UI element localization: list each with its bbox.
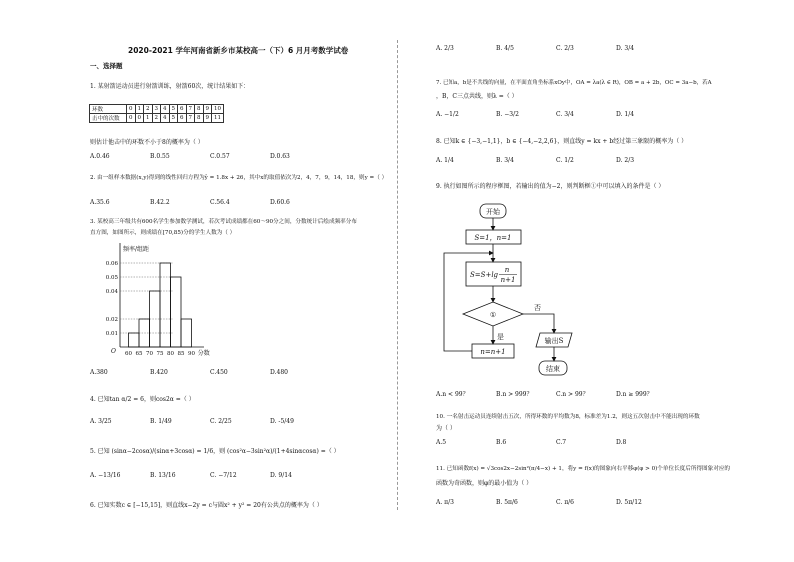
q2-text: 2. 由一组样本数据(x,y)得到的线性回归方程为ŷ = 1.8x + 26，其中x的取值依次为2，4，7，9，14，18，则y =（ ） — [90, 175, 388, 181]
table-cell: 5 — [169, 114, 178, 123]
flow-calc-label: S=S+lg — [470, 271, 499, 279]
q9-option-d: D.n ≥ 999？ — [616, 391, 653, 398]
origin-label: O — [111, 348, 116, 355]
q2-option-c: C.56.4 — [210, 199, 230, 206]
flow-calc-denominator: n+1 — [500, 276, 516, 284]
q2-option-b: B.42.2 — [150, 199, 170, 206]
table-cell: 3 — [152, 105, 161, 114]
y-tick-label: 0.06 — [105, 261, 118, 267]
flow-start-label: 开始 — [486, 208, 500, 216]
q5-option-a: A. −13/16 — [90, 472, 121, 479]
q11-text-line2: 函数为奇函数，则φ的最小值为（ ） — [436, 480, 533, 487]
flowchart — [436, 200, 596, 382]
q7-option-c: C. 3/4 — [556, 111, 574, 118]
q1-option-c: C.0.57 — [210, 153, 230, 160]
q7-option-b: B. −3/2 — [496, 111, 519, 118]
histogram-bar — [181, 319, 192, 347]
table-row — [90, 114, 224, 123]
table-row-header: 环数 — [90, 105, 127, 114]
table-cell: 9 — [203, 105, 212, 114]
q10-option-d: D.8 — [616, 439, 627, 446]
table-cell: 8 — [195, 114, 204, 123]
q5-option-c: C. −7/12 — [210, 472, 237, 479]
x-axis-label: 分数 — [197, 350, 210, 357]
table-cell: 4 — [161, 105, 170, 114]
exam-title: 2020-2021 学年河南省新乡市某校高一（下）6 月月考数学试卷 — [128, 46, 349, 55]
table-cell: 7 — [186, 114, 195, 123]
q10-option-a: A.5 — [436, 439, 447, 446]
flow-no-label: 否 — [534, 304, 541, 312]
q3-option-b: B.420 — [150, 369, 168, 376]
q1-option-d: D.0.63 — [270, 153, 290, 160]
q7-option-d: D. 1/4 — [616, 111, 635, 118]
q1-note: 则估计他击中的环数不小于8的概率为（ ） — [90, 139, 204, 146]
table-cell: 10 — [212, 105, 224, 114]
flow-end-label: 结束 — [546, 365, 560, 373]
flow-increment-label: n=n+1 — [480, 348, 506, 356]
table-cell: 2 — [144, 105, 153, 114]
q2-option-d: D.60.6 — [270, 199, 290, 206]
q2-option-a: A.35.6 — [90, 199, 110, 206]
x-tick-label: 75 — [156, 351, 164, 357]
table-cell: 6 — [178, 105, 187, 114]
table-cell: 0 — [135, 114, 144, 123]
q11-option-a: A. π/3 — [436, 499, 454, 506]
table-cell: 4 — [161, 114, 170, 123]
q3-text-line2: 直方图，如图所示，则成绩在[70,85)分的学生人数为（ ） — [90, 230, 236, 236]
table-cell: 1 — [135, 105, 144, 114]
q6-option-b: B. 4/5 — [496, 45, 514, 52]
q7-text-line1: 7. 已知a，b是不共线的向量，在平面直角坐标系xOy中，OA = λa(λ ∈ R)，OB = a + 2b，OC = 3a−b，若A — [436, 80, 712, 86]
q4-text: 4. 已知tan α/2 = 6，则cos2α =（ ） — [90, 396, 195, 403]
histogram-chart — [96, 243, 226, 363]
q11-option-c: C. π/6 — [556, 499, 574, 506]
q8-option-d: D. 2/3 — [616, 157, 635, 164]
table-cell: 11 — [212, 114, 224, 123]
table-cell: 9 — [203, 114, 212, 123]
q4-option-a: A. 3/25 — [90, 418, 112, 425]
q8-option-c: C. 1/2 — [556, 157, 574, 164]
x-tick-label: 90 — [188, 351, 195, 357]
q1-option-b: B.0.55 — [150, 153, 170, 160]
q3-option-c: C.450 — [210, 369, 228, 376]
q10-option-b: B.6 — [496, 439, 507, 446]
table-cell: 5 — [169, 105, 178, 114]
q7-text-line2: ，B，C三点共线，则λ =（ ） — [436, 93, 518, 100]
x-tick-label: 65 — [135, 351, 143, 357]
q6-option-c: C. 2/3 — [556, 45, 574, 52]
q8-option-b: B. 3/4 — [496, 157, 514, 164]
x-tick-label: 80 — [167, 351, 174, 357]
q6-text: 6. 已知实数c ∈ [−15,15]，则直线x−2y = c与圆x² + y² = 20有公共点的概率为（ ） — [90, 502, 323, 509]
q9-option-c: C.n > 99？ — [556, 391, 589, 398]
flow-init-label: S=1，n=1 — [474, 234, 512, 242]
q9-option-a: A.n < 99？ — [436, 391, 469, 398]
flow-output-label: 输出S — [544, 337, 564, 345]
q10-text-line2: 为（ ） — [436, 425, 456, 432]
table-cell: 0 — [127, 105, 136, 114]
q6-option-d: D. 3/4 — [616, 45, 635, 52]
q4-option-b: B. 1/49 — [150, 418, 172, 425]
table-row — [90, 105, 224, 114]
column-divider — [397, 40, 398, 510]
table-row-header: 击中的次数 — [90, 114, 127, 123]
q11-option-d: D. 5π/12 — [616, 499, 642, 506]
table-cell: 8 — [195, 105, 204, 114]
y-tick-label: 0.05 — [105, 275, 118, 281]
q10-text-line1: 10. 一名射击运动员连续射击五次，所得环数的平均数为8，标准差为1.2，则这五次射击中不能出现的环数 — [436, 414, 700, 420]
q5-option-b: B. 13/16 — [150, 472, 176, 479]
q4-option-c: C. 2/25 — [210, 418, 232, 425]
q8-text: 8. 已知k ∈ {−3,−1,1}，b ∈ {−4,−2,2,6}，则直线y = kx + b经过第三象限的概率为（ ） — [436, 138, 688, 145]
q3-option-d: D.480 — [270, 369, 288, 376]
q1-table — [89, 104, 224, 123]
q1-text: 1. 某射箭运动员进行射箭训练，射箭60次，统计结果如下： — [90, 83, 250, 90]
table-cell: 0 — [127, 114, 136, 123]
q9-option-b: B.n > 999？ — [496, 391, 533, 398]
table-cell: 2 — [152, 114, 161, 123]
q5-option-d: D. 9/14 — [270, 472, 292, 479]
x-tick-label: 85 — [177, 351, 185, 357]
q7-option-a: A. −1/2 — [436, 111, 459, 118]
flow-cond-label: ① — [489, 311, 497, 319]
table-cell: 6 — [178, 114, 187, 123]
table-cell: 1 — [144, 114, 153, 123]
q3-option-a: A.380 — [90, 369, 108, 376]
q9-text: 9. 执行如图所示的程序框图，若输出的值为−2，则判断框①中可以填入的条件是（ ） — [436, 183, 665, 190]
y-tick-label: 0.04 — [105, 289, 118, 295]
histogram-bar — [129, 333, 140, 347]
y-tick-label: 0.01 — [105, 331, 118, 337]
flow-yes-label: 是 — [497, 333, 504, 341]
q3-text-line1: 3. 某校高三年级共有600名学生参加数学测试，若次考试成绩都在60～90分之间，分数统计后绘成频率分布 — [90, 219, 357, 225]
x-tick-label: 60 — [125, 351, 132, 357]
q8-option-a: A. 1/4 — [436, 157, 454, 164]
q10-option-c: C.7 — [556, 439, 567, 446]
q4-option-d: D. -5/49 — [270, 418, 294, 425]
q11-option-b: B. 5π/6 — [496, 499, 518, 506]
q5-text: 5. 已知 (sinα−2cosα)/(sinα+3cosα) = 1/6，则 (cos²α−3sin²α)/(1+4sinαcosα) =（ ） — [90, 448, 340, 455]
table-cell: 7 — [186, 105, 195, 114]
q1-option-a: A.0.46 — [90, 153, 110, 160]
q6-option-a: A. 2/3 — [436, 45, 454, 52]
section-heading: 一、选择题 — [90, 62, 123, 70]
histogram-bar — [160, 263, 171, 347]
y-tick-label: 0.02 — [105, 317, 118, 323]
flow-calc-numerator: n — [504, 266, 510, 274]
y-axis-label: 频率/组距 — [123, 246, 150, 253]
x-tick-label: 70 — [146, 351, 153, 357]
histogram-bar — [171, 277, 182, 347]
q11-text-line1: 11. 已知函数f(x) = √3cos2x−2sin²(π/4−x) + 1，将y = f(x)的图象向右平移φ(φ > 0)个单位长度后所得图象对应的 — [436, 466, 731, 472]
